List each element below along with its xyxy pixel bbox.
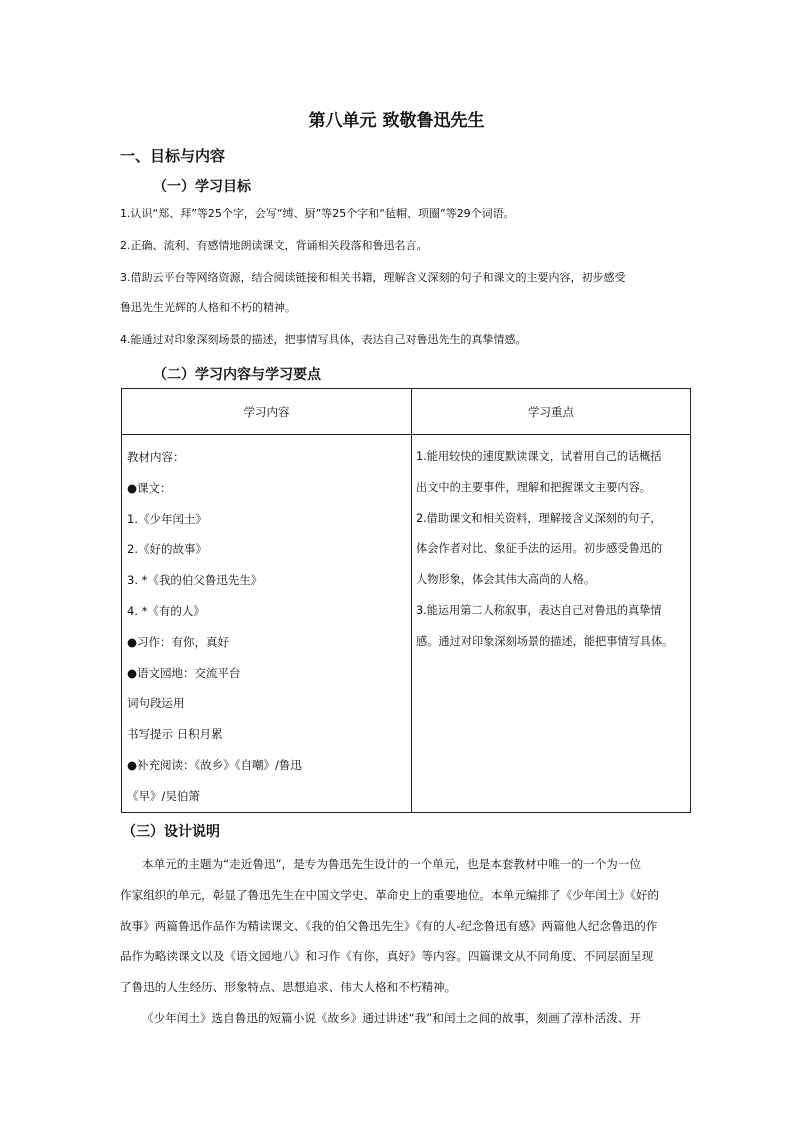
objective-item-1: 1.认识“郑、拜”等25个字，会写“缚、厨”等25个字和“毡帽、项圈”等29个词语。 bbox=[120, 207, 515, 220]
paragraph-line: 了鲁迅的人生经历、形象特点、思想追求、伟大人格和不朽精神。 bbox=[120, 980, 457, 995]
list-item: 3. *《我的伯父鲁迅先生》 bbox=[127, 573, 263, 588]
list-item: ●课文： bbox=[127, 480, 172, 495]
list-item: 4. *《有的人》 bbox=[127, 603, 205, 618]
list-item: 《早》/吴伯箫 bbox=[127, 788, 200, 803]
subheading-content-points: （二）学习内容与学习要点 bbox=[153, 367, 321, 383]
objective-item-2: 2.正确、流利、有感情地朗读课文，背诵相关段落和鲁迅名言。 bbox=[120, 239, 428, 252]
list-item: 出文中的主要事件，理解和把握课文主要内容。 bbox=[416, 480, 651, 494]
section-heading-goals-content: 一、目标与内容 bbox=[120, 147, 226, 165]
page-title: 第八单元 致敬鲁迅先生 bbox=[308, 111, 485, 131]
list-item: 1.《少年闰土》 bbox=[127, 511, 207, 526]
list-item: 人物形象，体会其伟大高尚的人格。 bbox=[416, 573, 596, 587]
list-item: ●习作：有你，真好 bbox=[127, 634, 230, 649]
table-cell-focus bbox=[412, 435, 691, 813]
list-item: ●语文园地：交流平台 bbox=[127, 665, 241, 680]
list-item: 2.《好的故事》 bbox=[127, 542, 207, 557]
table-header-content: 学习内容 bbox=[122, 389, 412, 435]
paragraph-line: 品作为略读课文以及《语文园地八》和习作《有你，真好》等内容。四篇课文从不同角度、不同层面呈现 bbox=[120, 949, 654, 964]
list-item: 3.能运用第二人称叙事，表达自己对鲁迅的真挚情 bbox=[416, 603, 662, 617]
list-item: 教材内容： bbox=[127, 450, 185, 464]
paragraph-line: 作家组织的单元，彰显了鲁迅先生在中国文学史、革命史上的重要地位。本单元编排了《少年闰土》《好的 bbox=[120, 887, 660, 902]
objective-item-3-cont: 鲁迅先生光辉的人格和不朽的精神。 bbox=[120, 301, 296, 314]
table-cell-content bbox=[122, 435, 412, 813]
design-paragraph-1 bbox=[120, 849, 675, 1034]
list-item: 1.能用较快的速度默读课文，试着用自己的话概括 bbox=[416, 450, 662, 463]
paragraph-line: 故事》两篇鲁迅作品作为精读课文、《我的伯父鲁迅先生》《有的人-纪念鲁迅有感》两篇他人纪念鲁迅的作 bbox=[120, 918, 658, 933]
list-item: 词句段运用 bbox=[127, 696, 185, 711]
list-item: 感。通过对印象深刻场景的描述，能把事情写具体。 bbox=[416, 634, 674, 648]
list-item: ●补充阅读：《故乡》《自嘲》/鲁迅 bbox=[127, 757, 302, 772]
list-item: 书写提示 日积月累 bbox=[127, 727, 223, 742]
objective-item-3: 3.借助云平台等网络资源，结合阅读链接和相关书籍，理解含义深刻的句子和课文的主要内容，初步感受 bbox=[120, 271, 626, 284]
list-item: 体会作者对比、象征手法的运用。初步感受鲁迅的 bbox=[416, 542, 663, 556]
table-header-focus: 学习重点 bbox=[412, 389, 691, 435]
subheading-design-notes: （三）设计说明 bbox=[122, 824, 220, 840]
paragraph-line: 《少年闰土》选自鲁迅的短篇小说《故乡》通过讲述“我”和闰土之间的故事，刻画了淳朴活泼、开 bbox=[142, 1010, 641, 1025]
subheading-learning-goals: （一）学习目标 bbox=[153, 179, 251, 195]
content-table bbox=[121, 388, 691, 813]
objective-item-4: 4.能通过对印象深刻场景的描述，把事情写具体，表达自己对鲁迅先生的真挚情感。 bbox=[120, 333, 527, 346]
list-item: 2.借助课文和相关资料，理解接含义深刻的句子， bbox=[416, 511, 662, 525]
paragraph-line: 本单元的主题为“走近鲁迅”，是专为鲁迅先生设计的一个单元，也是本套教材中唯一的一个为一位 bbox=[142, 857, 641, 871]
